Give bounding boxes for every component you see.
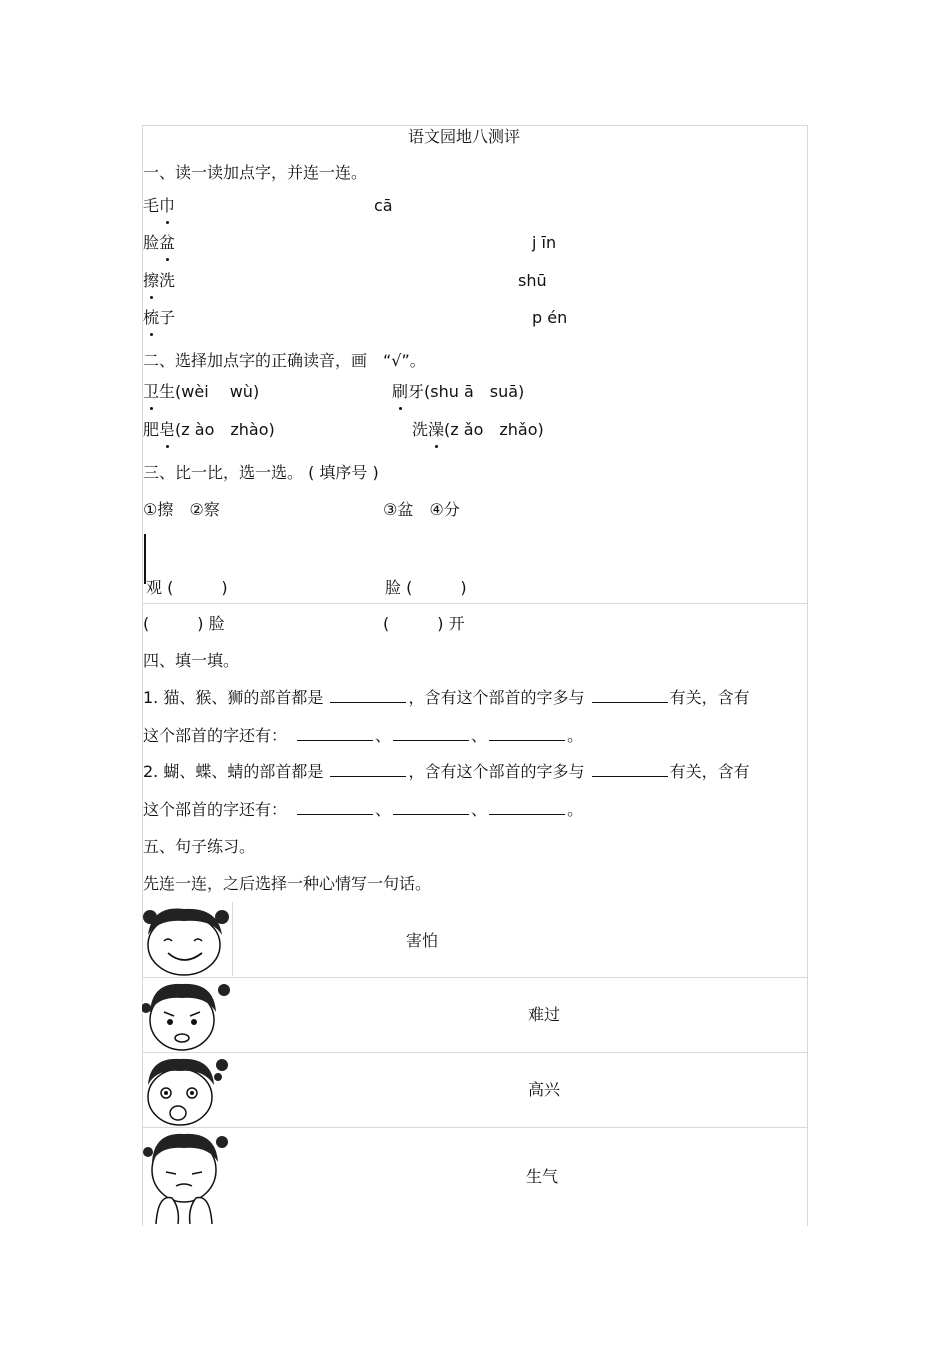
pinyin-option: p én bbox=[532, 308, 568, 327]
mood-label: 生气 bbox=[526, 1167, 559, 1186]
answer-blank[interactable] bbox=[330, 688, 406, 703]
answer-blank[interactable] bbox=[297, 726, 373, 741]
section3-heading: 三、比一比，选一选。 ( 填序号 ) bbox=[143, 463, 379, 482]
word-item: 梳子 bbox=[143, 308, 176, 327]
answer-blank[interactable] bbox=[592, 762, 668, 777]
question-line: 1. 猫、猴、狮的部首都是 ，含有这个部首的字多与 有关，含有 bbox=[143, 688, 750, 707]
angry-face-icon bbox=[142, 978, 232, 1052]
pinyin-option: j īn bbox=[532, 233, 557, 252]
mood-label: 难过 bbox=[528, 1005, 561, 1024]
pronunciation-item: 刷牙(shu ā suā) bbox=[392, 382, 525, 401]
question-line: 这个部首的字还有： 、 、 。 bbox=[143, 800, 584, 819]
page-title: 语文园地八测评 bbox=[408, 127, 521, 146]
section5-instruction: 先连一连，之后选择一种心情写一句话。 bbox=[143, 874, 432, 893]
fill-item: ( ) 开 bbox=[383, 614, 465, 633]
section5-heading: 五、句子练习。 bbox=[143, 837, 256, 856]
fill-item: 观 ( ) bbox=[146, 578, 228, 597]
pinyin-option: shū bbox=[518, 271, 547, 290]
pronunciation-item: 卫生(wèi wù) bbox=[143, 382, 260, 401]
sad-face-icon bbox=[142, 1128, 232, 1224]
option-group: ③盆 ④分 bbox=[383, 500, 460, 519]
divider bbox=[142, 1052, 807, 1053]
scared-face-icon bbox=[142, 1053, 232, 1127]
pronunciation-item: 肥皂(z ào zhào) bbox=[143, 420, 275, 439]
fill-item: 脸 ( ) bbox=[385, 578, 467, 597]
option-group: ①擦 ②察 bbox=[143, 500, 220, 519]
divider bbox=[142, 1127, 807, 1128]
word-item: 毛巾 bbox=[143, 196, 176, 215]
answer-blank[interactable] bbox=[330, 762, 406, 777]
divider bbox=[142, 603, 807, 604]
answer-blank[interactable] bbox=[393, 800, 469, 815]
section1-heading: 一、读一读加点字，并连一连。 bbox=[143, 163, 368, 182]
answer-blank[interactable] bbox=[393, 726, 469, 741]
mood-label: 害怕 bbox=[406, 931, 439, 950]
section4-heading: 四、填一填。 bbox=[143, 651, 240, 670]
pinyin-option: cā bbox=[374, 196, 393, 215]
happy-face-icon bbox=[142, 903, 232, 977]
answer-blank[interactable] bbox=[592, 688, 668, 703]
fill-item: ( ) 脸 bbox=[143, 614, 225, 633]
pronunciation-item: 洗澡(z ǎo zhǎo) bbox=[412, 420, 544, 439]
text-cursor bbox=[144, 534, 146, 584]
answer-blank[interactable] bbox=[489, 800, 565, 815]
mood-label: 高兴 bbox=[528, 1080, 561, 1099]
question-line: 2. 蝴、蝶、蜻的部首都是 ，含有这个部首的字多与 有关，含有 bbox=[143, 762, 750, 781]
answer-blank[interactable] bbox=[297, 800, 373, 815]
word-item: 脸盆 bbox=[143, 233, 176, 252]
worksheet-frame bbox=[142, 125, 808, 1226]
word-item: 擦洗 bbox=[143, 271, 176, 290]
divider bbox=[142, 977, 807, 978]
question-line: 这个部首的字还有： 、 、 。 bbox=[143, 726, 584, 745]
answer-blank[interactable] bbox=[489, 726, 565, 741]
section2-heading: 二、选择加点字的正确读音，画 “√”。 bbox=[143, 351, 426, 370]
